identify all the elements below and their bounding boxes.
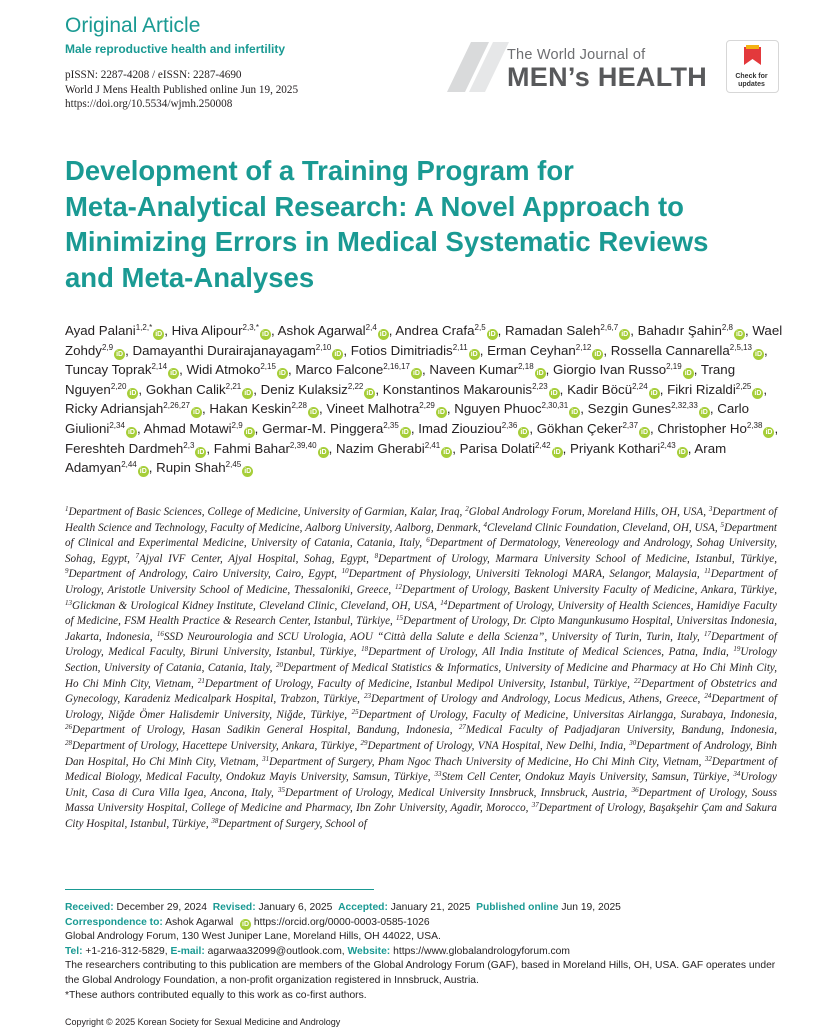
affiliation-number: 14 [440, 598, 448, 607]
author-name: Fotios Dimitriadis [350, 342, 453, 358]
author-name: Nazim Gherabi [336, 440, 425, 456]
author-affiliation-numbers: 2,35 [383, 420, 399, 430]
affiliation-number: 2 [465, 505, 469, 513]
affiliation-text: Stem Cell Center, Ondokuz Mayis University, Samsun, Türkiye, [441, 771, 734, 784]
affiliation-number: 15 [396, 614, 403, 623]
author-entry [418, 421, 529, 436]
author-name: Tuncay Toprak [65, 362, 152, 378]
affiliation-text: Department of Urology, VNA Hospital, New Delhi, India, [367, 739, 630, 752]
affiliation-number: 4 [483, 520, 487, 529]
author-affiliation-numbers: 2,26,27 [163, 401, 190, 411]
author-name: Trang Nguyen [65, 362, 736, 397]
orcid-icon[interactable]: iD [379, 331, 387, 338]
accepted-label: Accepted: [338, 902, 388, 913]
affiliation-number: 3 [708, 505, 713, 513]
orcid-icon[interactable]: iD [193, 409, 200, 417]
author-name: Parisa Dolati [459, 440, 536, 456]
author-entry [326, 401, 446, 416]
affiliation-list [65, 505, 777, 832]
correspondence-label: Correspondence to: [65, 916, 163, 928]
affiliation-number: 1 [65, 505, 69, 513]
affiliation-number: 21 [197, 676, 205, 685]
affiliation-text: Urology Unit, Casa di Cura Villa Igea, Ancona, Italy, [65, 771, 777, 799]
orcid-icon[interactable]: iD [536, 370, 544, 378]
orcid-icon[interactable]: iD [262, 331, 270, 338]
affiliation-text: Department of Surgery, School of [218, 817, 367, 830]
orcid-icon[interactable]: iD [754, 389, 762, 397]
affiliation-text: Department of Urology, Hacettepe University, Ankara, Türkiye, [72, 739, 361, 752]
affiliation-text: Ajyal IVF Center, Ajyal Hospital, Sohag, Egypt, [139, 552, 375, 565]
author-affiliation-numbers: 2,36 [501, 420, 518, 430]
crossmark-icon [727, 41, 778, 73]
author-name: Nguyen Phuoc [454, 401, 542, 417]
dates-line [65, 901, 785, 916]
affiliation-number: 11 [704, 567, 711, 576]
author-entry [657, 421, 774, 436]
author-affiliation-numbers: 2,22 [347, 381, 364, 391]
author-affiliation-numbers: 2,3,* [242, 323, 260, 332]
author-name: Ramadan Saleh [505, 323, 601, 338]
author-entry [186, 362, 287, 377]
author-entry [336, 441, 452, 456]
author-name: Gökhan Çeker [536, 420, 623, 436]
author-affiliation-numbers: 2,14 [151, 362, 168, 372]
author-entry [262, 421, 411, 436]
affiliation-number: 29 [360, 738, 368, 747]
received-label: Received: [65, 902, 114, 913]
affiliation-number: 7 [135, 551, 140, 560]
author-name: Konstantinos Makarounis [382, 381, 533, 397]
affiliation-text: Department of Medical Statistics & Informatics, University of Medicine and Pharmacy at Ho Chi Minh City, Ho Chi Minh City, Vietnam, [65, 661, 777, 690]
affiliation-number: 31 [262, 754, 270, 763]
journal-logo-name-top: The World Journal of [507, 47, 646, 63]
affiliation-number: 8 [374, 551, 379, 560]
author-affiliation-numbers: 2,9 [101, 342, 114, 352]
email-label: E-mail: [170, 945, 205, 957]
affiliation-text: Department of Urology, Niğde Ömer Halisdemir University, Niğde, Türkiye, [65, 693, 777, 721]
affiliation-text: Department of Basic Sciences, College of Medicine, University of Garmian, Kalar, Iraq, [68, 506, 466, 518]
orcid-icon[interactable]: iD [488, 331, 496, 338]
author-entry [537, 421, 650, 436]
author-affiliation-numbers: 2,12 [575, 342, 592, 352]
article-footer [65, 901, 785, 1003]
article-type: Original Article [65, 14, 201, 37]
affiliation-number: 34 [733, 770, 741, 779]
orcid-icon[interactable]: iD [755, 350, 763, 358]
author-affiliation-numbers: 2,18 [518, 362, 534, 372]
correspondence-address: Global Andrology Forum, 130 West Juniper Lane, Moreland Hills, OH 44022, USA. [65, 931, 441, 943]
affiliation-text: Department of Urology, Hasan Sadikin General Hospital, Bandung, Indonesia, [72, 724, 459, 737]
author-name: Carlo Giulioni [65, 401, 749, 436]
affiliation-text: Department of Obstetrics and Gynecology, Karadeniz Medicalpark Hospital, Trabzon, Türkiye, [65, 677, 777, 706]
affiliation-text: Department of Physiology, Universiti Teknologi MARA, Selangor, Malaysia, [348, 568, 705, 581]
affiliation-number: 13 [65, 598, 72, 607]
author-affiliation-numbers: 2,10 [315, 342, 332, 352]
author-name: Widi Atmoko [186, 362, 261, 378]
orcid-icon[interactable]: iD [594, 350, 602, 358]
affiliation-text: Department of Urology, University of Health Sciences, Hamidiye Faculty of Medicine, FSM Health Practice & Research Center, Istanbul, Türkiye, [65, 599, 778, 628]
author-entry [611, 343, 764, 358]
affiliation-text: Cleveland Clinic Foundation, Cleveland, OH, USA, [486, 521, 721, 534]
author-entry [487, 343, 603, 358]
gaf-note: The researchers contributing to this publication are members of the Global Andrology Forum (GAF), based in Moreland Hills, OH, USA. GAF operates under the Global Andrology Foundation, a non-profit organization registered in Innsbruck, Austria. [65, 960, 776, 986]
affiliation-number: 22 [633, 676, 641, 685]
affiliation-number: 36 [631, 785, 639, 794]
author-name: Germar-M. Pinggera [262, 420, 384, 436]
title-line: Minimizing Errors in Medical Systematic Reviews [65, 226, 709, 257]
affiliation-text: Department of Health Science and Technology, Faculty of Medicine, Aalborg University, Aalborg, Denmark, [65, 506, 777, 534]
author-name: Rossella Cannarella [610, 342, 730, 358]
affiliation-text: SSD Neurourologia and SCU Urologia, AOU “Città della Salute e della Scienza”, University of Turin, Turin, Italy, [163, 630, 705, 643]
affiliation-text: Urology Section, University of Catania, Catania, Italy, [65, 646, 777, 674]
orcid-icon[interactable]: iD [129, 389, 137, 397]
author-affiliation-numbers: 2,16,17 [383, 362, 410, 372]
author-name: Hiva Alipour [171, 323, 243, 338]
affiliation-number: 24 [704, 692, 712, 701]
orcid-icon[interactable]: iD [278, 370, 286, 378]
affiliation-text: Global Andrology Forum, Moreland Hills, OH, USA, [468, 506, 709, 518]
author-name: Andrea Crafa [395, 323, 475, 338]
contact-line [65, 945, 785, 960]
author-name: Gokhan Calik [145, 381, 226, 397]
author-name: Imad Ziouziou [418, 420, 502, 436]
affiliation-text: Department of Medical Biology, Medical Faculty, Ondokuz Mayis University, Samsun, Türkiye, [65, 755, 777, 784]
orcid-icon[interactable]: iD [641, 428, 649, 436]
affiliation-number: 23 [363, 692, 371, 701]
affiliation-number: 28 [65, 738, 72, 747]
affiliation-number: 25 [351, 707, 359, 716]
author-affiliation-numbers: 1,2,* [135, 323, 153, 332]
affiliation-text: Department of Urology, All India Institute of Medical Sciences, Patna, India, [368, 646, 734, 659]
published-label: Published online [476, 902, 559, 913]
author-entry [144, 421, 255, 436]
author-entry [567, 382, 660, 397]
affiliation-number: 16 [156, 629, 164, 638]
orcid-icon[interactable]: iD [401, 428, 409, 436]
affiliation-number: 20 [275, 660, 283, 669]
correspondence-name: Ashok Agarwal [165, 916, 234, 928]
affiliation-number: 5 [720, 520, 724, 529]
title-line: Development of a Training Program for [65, 155, 574, 186]
author-affiliation-numbers: 2,34 [109, 420, 125, 430]
affiliation-text: Department of Andrology, Binh Dan Hospital, Ho Chi Minh City, Vietnam, [65, 739, 777, 768]
affiliation-text: Department of Urology, Aristotle University School of Medicine, Thessaloniki, Greece, [65, 568, 777, 596]
tel-value: +1-216-312-5829, [85, 945, 168, 957]
author-entry [132, 343, 343, 358]
orcid-icon[interactable]: iD [170, 370, 178, 378]
affiliation-text: Department of Urology, Başakşehir Çam and Sakura City Hospital, Istanbul, Türkiye, [65, 802, 777, 830]
affiliation-text: Department of Dermatology, Venereology and Andrology, Sohag University, Sohag, Egypt, [65, 537, 777, 565]
affiliation-text: Medical Faculty of Padjadjaran University, Bandung, Indonesia, [465, 724, 777, 737]
affiliation-number: 10 [341, 567, 349, 576]
author-name: Vineet Malhotra [326, 401, 420, 417]
orcid-icon[interactable]: iD [520, 428, 528, 436]
orcid-icon[interactable]: iD [127, 428, 135, 436]
affiliation-text: Department of Surgery, Pham Ngoc Thach University of Medicine, Ho Chi Minh City, Vietnam, [269, 755, 705, 768]
author-affiliation-numbers: 2,38 [746, 420, 763, 430]
author-name: Aram Adamyan [65, 440, 727, 476]
published-date: Jun 19, 2025 [561, 902, 621, 913]
orcid-icon[interactable]: iD [242, 920, 249, 928]
affiliation-number: 32 [704, 754, 712, 763]
received-date: December 29, 2024 [116, 902, 207, 913]
author-name: Sezgin Gunes [587, 401, 672, 417]
author-entry [351, 343, 480, 358]
revised-label: Revised: [212, 902, 256, 913]
author-affiliation-numbers: 2,39,40 [289, 440, 317, 450]
tel-label: Tel: [65, 945, 83, 957]
affiliation-number: 27 [458, 723, 466, 732]
author-entry [295, 362, 422, 377]
author-affiliation-numbers: 2,37 [622, 420, 639, 430]
orcid-icon[interactable]: iD [245, 428, 253, 436]
affiliation-text: Glickman & Urological Kidney Institute, Cleveland Clinic, Cleveland, OH, USA, [72, 599, 441, 612]
doi-link[interactable]: https://doi.org/10.5534/wjmh.250008 [65, 98, 233, 110]
author-affiliation-numbers: 2,9 [231, 420, 243, 430]
orcid-icon[interactable]: iD [310, 409, 318, 417]
author-entry [156, 460, 253, 475]
author-affiliation-numbers: 2,24 [632, 381, 648, 391]
affiliation-number: 9 [65, 567, 69, 576]
orcid-icon[interactable]: iD [470, 350, 478, 358]
issn-line: pISSN: 2287-4208 / eISSN: 2287-4690 [65, 69, 242, 81]
author-entry [278, 323, 389, 338]
author-affiliation-numbers: 2,20 [110, 381, 127, 391]
orcid-icon[interactable]: iD [437, 409, 445, 417]
author-name: Fikri Rizaldi [667, 381, 736, 397]
author-name: Kadir Böcü [567, 381, 633, 397]
orcid-icon[interactable]: iD [139, 468, 147, 476]
author-name: Rupin Shah [156, 460, 226, 476]
affiliation-number: 37 [531, 801, 539, 810]
affiliation-text: Department of Urology, Medical University Innsbruck, Innsbruck, Austria, [285, 786, 632, 799]
affiliation-text: Department of Urology, Marmara University School of Medicine, Istanbul, Türkiye, [378, 552, 777, 565]
author-name: Ayad Palani [65, 323, 136, 338]
author-entry [214, 441, 329, 456]
affiliation-text: Department of Urology, Baskent University Faculty of Medicine, Ankara, Türkiye, [402, 583, 777, 596]
email-link[interactable]: agarwaa32099@outlook.com, [207, 945, 345, 957]
author-affiliation-numbers: 2,4 [365, 323, 377, 332]
orcid-icon[interactable]: iD [650, 389, 658, 397]
orcid-icon[interactable]: iD [550, 389, 558, 397]
affiliation-number: 19 [733, 645, 741, 654]
author-name: Bahadır Şahin [637, 323, 722, 338]
publication-meta [65, 68, 298, 112]
author-entry [65, 401, 202, 416]
orcid-icon[interactable]: iD [334, 350, 342, 358]
orcid-icon[interactable]: iD [155, 331, 163, 338]
affiliation-text: Department of Clinical and Experimental Medicine, University of Catania, Catania, Italy, [65, 521, 777, 550]
orcid-icon[interactable]: iD [116, 350, 124, 358]
affiliation-number: 17 [704, 629, 712, 638]
orcid-icon[interactable]: iD [571, 409, 579, 417]
author-affiliation-numbers: 2,42 [535, 440, 551, 450]
affiliation-text: Department of Andrology, Cairo University, Cairo, Egypt, [68, 568, 342, 581]
orcid-icon[interactable]: iD [197, 448, 205, 456]
author-entry [65, 441, 206, 456]
author-entry [570, 441, 688, 456]
article-title [65, 153, 785, 295]
author-entry [172, 323, 271, 338]
title-line: Meta-Analytical Research: A Novel Approach to [65, 190, 684, 222]
affiliation-number: 26 [65, 723, 72, 732]
author-affiliation-numbers: 2,19 [666, 362, 682, 372]
affiliation-number: 38 [211, 816, 219, 825]
article-section: Male reproductive health and infertility [65, 42, 286, 56]
author-name: Giorgio Ivan Russo [553, 362, 667, 378]
orcid-icon[interactable]: iD [319, 448, 327, 456]
affiliation-number: 18 [361, 645, 369, 654]
co-first-author-note: *These authors contributed equally to this work as co-first authors. [65, 989, 367, 1001]
accepted-date: January 21, 2025 [390, 902, 471, 913]
author-entry [65, 323, 164, 338]
affiliation-number: 6 [426, 536, 430, 545]
published-online-line: World J Mens Health Published online Jun 19, 2025 [65, 83, 299, 96]
author-name: Erman Ceyhan [487, 342, 576, 358]
author-affiliation-numbers: 2,6,7 [600, 323, 619, 332]
author-entry [209, 401, 319, 416]
website-link[interactable]: https://www.globalandrologyforum.com [393, 945, 570, 957]
orcid-icon[interactable]: iD [553, 448, 561, 456]
orcid-icon[interactable]: iD [244, 389, 252, 397]
author-name: Marco Falcone [295, 362, 384, 378]
author-affiliation-numbers: 2,5,13 [729, 342, 753, 352]
affiliation-text: Department of Urology, Faculty of Medicine, Universitas Airlangga, Surabaya, Indonesia, [358, 708, 778, 721]
author-entry [553, 362, 694, 377]
author-entry [638, 323, 745, 338]
copyright-notice: Copyright © 2025 Korean Society for Sexual Medicine and Andrology [65, 1017, 341, 1027]
author-entry [588, 401, 710, 416]
orcid-icon[interactable]: iD [412, 370, 420, 378]
author-entry [383, 382, 560, 397]
author-name: Ahmad Motawi [143, 420, 232, 436]
author-affiliation-numbers: 2,44 [121, 460, 137, 470]
author-entry [146, 382, 253, 397]
author-entry [261, 382, 376, 397]
author-affiliation-numbers: 2,25 [735, 381, 752, 391]
check-for-updates-label: Check for updates [735, 73, 768, 88]
author-name: Naveen Kumar [429, 362, 519, 378]
orcid-icon[interactable]: iD [366, 389, 374, 397]
affiliation-number: 30 [629, 738, 637, 747]
author-affiliation-numbers: 2,45 [225, 460, 242, 470]
author-entry [460, 441, 563, 456]
author-name: Wael Zohdy [65, 323, 783, 358]
journal-logo-name-main: MEN’s HEALTH [507, 62, 708, 92]
correspondence-orcid-link[interactable]: https://orcid.org/0000-0003-0585-1026 [253, 916, 430, 928]
orcid-icon[interactable]: iD [684, 370, 692, 378]
author-name: Priyank Kothari [570, 440, 661, 456]
author-name: Damayanthi Durairajanayagam [132, 342, 316, 358]
affiliation-text: Department of Urology and Andrology, Locus Medicus, Athens, Greece, [370, 693, 705, 706]
orcid-icon[interactable]: iD [678, 448, 686, 456]
author-name: Ashok Agarwal [277, 323, 366, 338]
affiliation-number: 12 [395, 582, 403, 591]
footer-divider [65, 889, 374, 890]
author-entry [395, 323, 497, 338]
author-affiliation-numbers: 2,5 [474, 323, 486, 332]
correspondence-line [65, 916, 785, 931]
author-affiliation-numbers: 2,15 [260, 362, 276, 372]
author-entry [429, 362, 545, 377]
author-name: Deniz Kulaksiz [260, 381, 348, 397]
author-entry [65, 362, 179, 377]
revised-date: January 6, 2025 [258, 902, 333, 913]
author-affiliation-numbers: 2,30,31 [541, 401, 569, 411]
orcid-icon[interactable]: iD [700, 409, 708, 417]
author-affiliation-numbers: 2,29 [419, 401, 435, 411]
affiliation-text: Department of Urology, Faculty of Medicine, Istanbul Medipol University, Istanbul, Türkiye, [204, 677, 634, 690]
affiliation-text: Department of Urology, Souss Massa University Hospital, College of Medicine and Pharmacy, Ibn Zohr University, Agadir, Morocco, [65, 786, 777, 815]
affiliation-number: 35 [278, 785, 286, 794]
author-entry [667, 382, 763, 397]
website-label: Website: [347, 945, 391, 957]
author-affiliation-numbers: 2,21 [225, 381, 242, 391]
title-line: and Meta-Analyses [65, 261, 315, 293]
orcid-icon[interactable]: iD [621, 331, 629, 338]
author-affiliation-numbers: 2,23 [532, 381, 548, 391]
author-affiliation-numbers: 2,11 [452, 342, 468, 352]
author-affiliation-numbers: 2,41 [424, 440, 441, 450]
affiliation-text: Department of Urology, Medical Faculty, Biruni University, Istanbul, Türkiye, [65, 630, 777, 659]
author-name: Fahmi Bahar [213, 440, 290, 456]
author-name: Fereshteh Dardmeh [65, 440, 184, 456]
affiliation-number: 33 [434, 770, 442, 779]
author-name: Hakan Keskin [209, 401, 292, 417]
author-list: Ayad Palani$^{1,2,*}$iD , Hiva Alipour$^{2,3,*}$iD , Ashok Agarwal$^{2,4}$iD , Andrea Crafa$^{2,5}$iD , Ramadan Saleh$^{2,6,7}$iD , Bahadır Şahin$^{2,8}$iD , Wael Zohdy$^{2,9}$iD , Damayanthi Durairajanayagam$^{2,10}$iD , Fotios Dimitriadis$^{2,11}$iD , Erman Ceyhan$^{2,12}$iD , Rossella Cannarella$^{2,5,13}$iD , Tuncay Toprak$^{2,14}$iD , Widi Atmoko$^{2,15}$iD , Marco Falcone$^{2,16,17}$iD , Naveen Kumar$^{2,18}$iD , Giorgio Ivan Russo$^{2,19}$iD , Trang Nguyen$^{2,20}$iD , Gokhan Calik$^{2,21}$iD , Deniz Kulaksiz$^{2,22}$iD , Konstantinos Makarounis$^{2,23}$iD , Kadir Böcü$^{2,24}$iD , Fikri Rizaldi$^{2,25}$iD , Ricky Adriansjah$^{2,26,27}$iD , Hakan Keskin$^{2,28}$iD , Vineet Malhotra$^{2,29}$iD , Nguyen Phuoc$^{2,30,31}$iD , Sezgin Gunes$^{2,32,33}$iD , Carlo Giulioni$^{2,34}$iD , Ahmad Motawi$^{2,9}$iD , Germar-M. Pinggera$^{2,35}$iD , Imad Ziouziou$^{2,36}$iD , Gökhan Çeker$^{2,37}$iD , Christopher Ho$^{2,38}$iD , Fereshteh Dardmeh$^{2,3}$iD , Fahmi Bahar$^{2,39,40}$iD , Nazim Gherabi$^{2,41}$iD , Parisa Dolati$^{2,42}$iD , Priyank Kothari$^{2,43}$iD , Aram Adamyan$^{2,44}$iD , Rupin Shah$^{2,45}$iD [65, 323, 783, 476]
author-affiliation-numbers: 2,32,33 [671, 401, 698, 411]
orcid-icon[interactable]: iD [244, 468, 252, 476]
author-entry [505, 323, 630, 338]
orcid-icon[interactable]: iD [443, 448, 451, 456]
author-affiliation-numbers: 2,3 [183, 440, 195, 450]
affiliation-text: Department of Urology, Dr. Cipto Mangunkusumo Hospital, Universitas Indonesia, Jakarta, Indonesia, [65, 615, 777, 643]
author-name: Christopher Ho [657, 420, 747, 436]
orcid-icon[interactable]: iD [735, 331, 743, 338]
author-name: Ricky Adriansjah [65, 401, 164, 417]
author-affiliation-numbers: 2,8 [721, 323, 733, 332]
author-entry [454, 401, 580, 416]
orcid-icon[interactable]: iD [765, 428, 773, 436]
author-affiliation-numbers: 2,28 [291, 401, 308, 411]
author-affiliation-numbers: 2,43 [660, 440, 676, 450]
